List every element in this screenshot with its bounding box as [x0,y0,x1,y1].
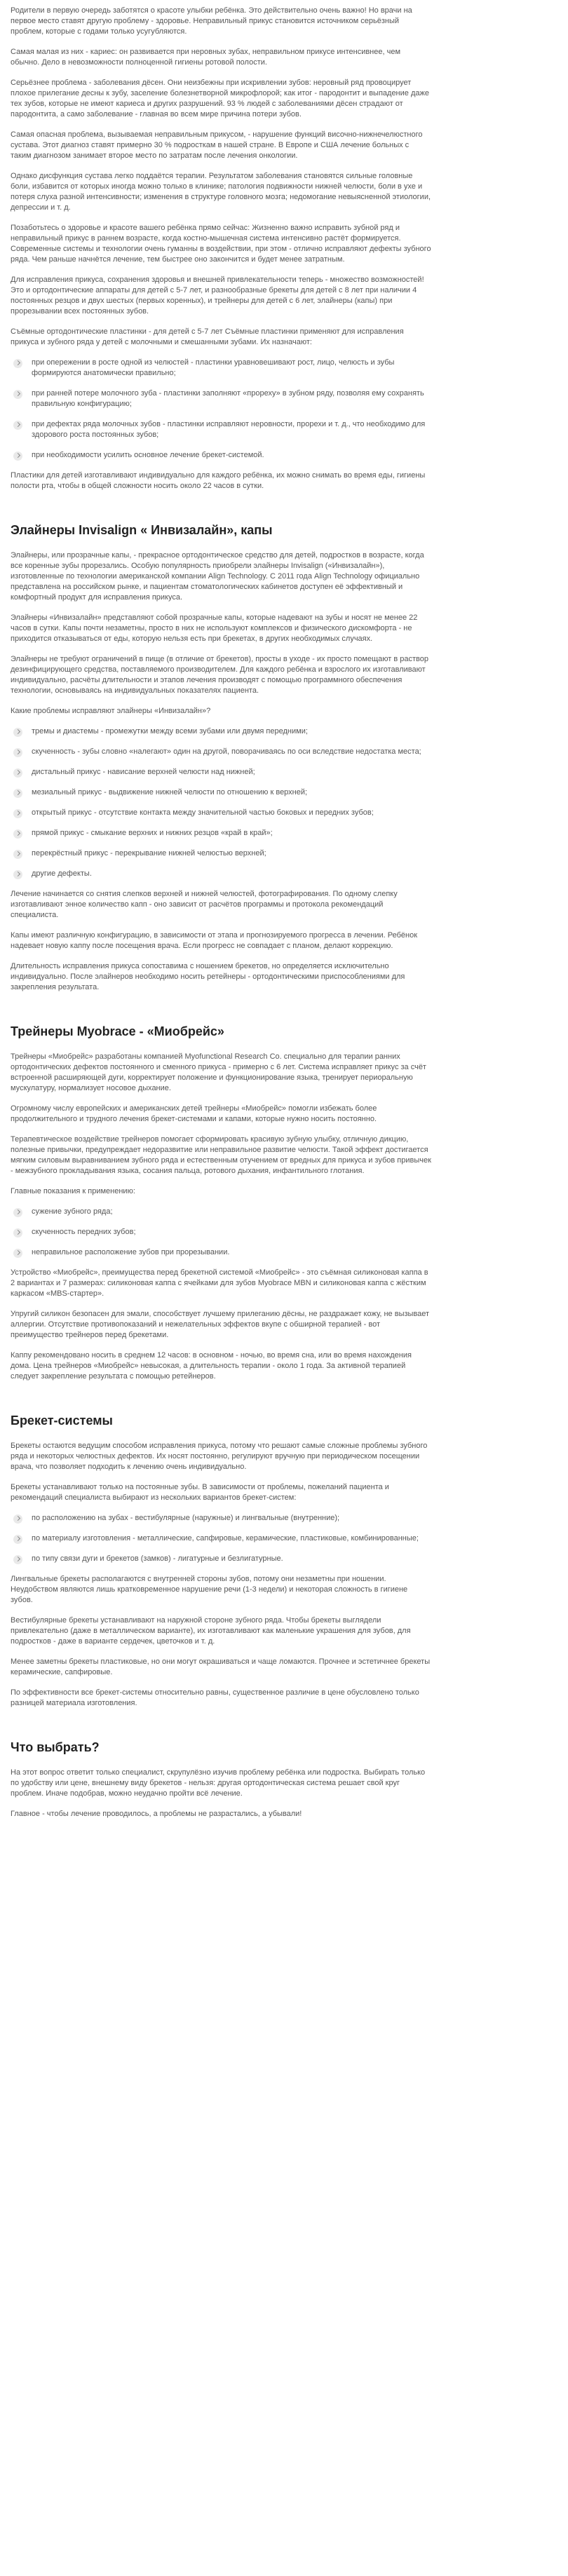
chevron-right-icon [13,1208,22,1217]
list-item: прямой прикус - смыкание верхних и нижних резцов «край в край»; [11,828,431,839]
list-item: при необходимости усилить основное лечение брекет-системой. [11,450,431,461]
chevron-right-icon [13,850,22,859]
chevron-right-icon [13,452,22,461]
section-paragraph: Упругий силикон безопасен для эмали, способствует лучшему прилеганию дёсны, не раздражает кожу, не вызывает аллергии. Отсутствие противопоказаний и нежелательных эффектов вкупе с обширной терапией - вот преимущество трейнеров перед брекетами. [11,1310,430,1339]
list-item: скученность передних зубов; [11,1227,431,1238]
chevron-right-icon [13,1535,22,1544]
plates-heading: Съёмные ортодонтические пластинки - для детей с 5-7 лет Съёмные пластинки применяют для исправления прикуса и зубного ряда у детей с молочными и смешанными зубами. Их назначают: [11,327,404,346]
section-paragraph: По эффективности все брекет-системы относительно равны, существенное различие в цене обусловлено только разницей материала изготовления. [11,1688,419,1707]
list-item: неправильное расположение зубов при прорезывании. [11,1247,431,1258]
intro-paragraph: Самая малая из них - кариес: он развивается при неровных зубах, неправильном прикусе интенсивнее, чем обычно. Дело в невозможности полноценной гигиены ротовой полости. [11,48,401,67]
section-paragraph: Элайнеры не требуют ограничений в пище (в отличие от брекетов), просты в уходе - их просто помещают в раствор дезинфицирующего средства, поставляемого производителем. Для каждого ребёнка и взрослого их изготавливают индивидуально, расчёты длительности и этапов лечения производят с помощью программного обеспечения технологии, основываясь на индивидуальных показателях пациента. [11,655,428,695]
chevron-right-icon [13,1249,22,1258]
section-paragraph: Брекеты остаются ведущим способом исправления прикуса, потому что решают самые сложные проблемы зубного ряда и некоторых челюстных дефектов. Их носят постоянно, регулируют вручную при периодическом посещении врача, что позволяет подходить к лечению очень индивидуально. [11,1442,428,1471]
section-title: Трейнеры Myobrace - «Миобрейс» [11,1024,224,1038]
section-paragraph: Капы имеют различную конфигурацию, в зависимости от этапа и прогнозируемого прогресса в лечении. Ребёнок надевает новую каппу после посещения врача. Если прогресс не совпадает с планом, делают коррекцию. [11,931,418,950]
section-paragraph: Устройство «Миобрейс», преимущества перед брекетной системой «Миобрейс» - это съёмная силиконовая каппа в 2 вариантах и 7 размерах: силиконовая каппа с ячейками для зубов Myobrace MBN и силиконовая каппа с жёстким каркасом «MBS-стартер». [11,1268,428,1298]
list-item: тремы и диастемы - промежутки между всеми зубами или двумя передними; [11,726,431,737]
section-paragraph: Какие проблемы исправляют элайнеры «Инвизалайн»? [11,707,211,715]
intro-paragraph: Самая опасная проблема, вызываемая неправильным прикусом, - нарушение функций височно-нижнечелюстного сустава. Этот диагноз ставят примерно 30 % подросткам в нашей стране. В Европе и США лечение больных с таким диагнозом занимает второе место по затратам после лечения онкологии. [11,130,423,160]
chevron-right-icon [13,1514,22,1524]
plates-list [11,358,431,461]
list-item: другие дефекты. [11,869,431,879]
trainers-section [11,1024,431,1382]
list-item: дистальный прикус - нависание верхней челюсти над нижней; [11,767,431,778]
section-paragraph: Главное - чтобы лечение проводилось, а проблемы не разрастались, а убывали! [11,1810,302,1818]
section-paragraph: Длительность исправления прикуса сопоставима с ношением брекетов, но определяется исключительно индивидуально. После элайнеров необходимо носить ретейнеры - ортодонтическими приспособлениями для закрепления результата. [11,962,405,991]
braces-list [11,1513,431,1564]
list-item: при дефектах ряда молочных зубов - пластинки исправляют неровности, прорехи и т. д., что необходимо для здорового роста постоянных зубов; [11,419,431,440]
chevron-right-icon [13,359,22,368]
chevron-right-icon [13,728,22,737]
trainers-list [11,1207,431,1258]
section-title: Элайнеры Invisalign « Инвизалайн», капы [11,523,273,537]
section-paragraph: Элайнеры, или прозрачные капы, - прекрасное ортодонтическое средство для детей, подростков в возрасте, когда все коренные зубы прорезались. Особую популярность приобрели элайнеры Invisalign («Инвизалайн»), изготовленные по технологии американской компании Align Technology. С 2011 года Align Technology официально представлена на российском рынке, и пациентам стоматологических кабинетов доступен её эффективный и комфортный продукт для исправления прикуса. [11,551,424,602]
section-paragraph: Лечение начинается со снятия слепков верхней и нижней челюстей, фотографирования. По одному слепку изготавливают энное количество капп - оно зависит от расчётов программы и протокола рекомендаций специалиста. [11,890,398,919]
intro-paragraph: Однако дисфункция сустава легко поддаётся терапии. Результатом заболевания становятся сильные головные боли, избавится от которых иногда можно только в клинике; патология подвижности нижней челюсти, боли в ухе и потеря слуха разной интенсивности; изменения в структуре головного мозга; недомогание невыясненной этиологии, депрессии и т. д. [11,172,431,212]
plates-section [11,327,431,492]
list-item: при опережении в росте одной из челюстей - пластинки уравновешивают рост, лицо, челюсть и зубы формируются анатомически правильно; [11,358,431,379]
section-paragraph: Терапевтическое воздействие трейнеров помогает сформировать красивую зубную улыбку, отличную дикцию, полезные привычки, предупреждает недоразвитие или неправильное развитие челюсти. Такой эффект достигается мягким силовым выравниванием зубного ряда и естественным отучением от вредных для прикуса и зубов привычек - межзубного прокладывания языка, сосания пальца, ротового дыхания, инфантильного глотания. [11,1135,431,1175]
list-item: сужение зубного ряда; [11,1207,431,1217]
chevron-right-icon [13,829,22,839]
list-item: по материалу изготовления - металлические, сапфировые, керамические, пластиковые, комбинированные; [11,1533,431,1544]
section-paragraph: Трейнеры «Миобрейс» разработаны компанией Myofunctional Research Co. специально для терапии ранних ортодонтических дефектов постоянного и сменного прикуса - примерно с 6 лет. Система исправляет прикус за счёт встроенной расширяющей дуги, корректирует положение и функционирование языка, тренирует периоральную мускулатуру, нормализует носовое дыхание. [11,1052,426,1092]
section-paragraph: Главные показания к применению: [11,1187,135,1195]
chevron-right-icon [13,421,22,430]
intro-section [11,6,431,317]
chevron-right-icon [13,1228,22,1238]
chevron-right-icon [13,768,22,778]
article [11,0,431,1829]
section-paragraph: На этот вопрос ответит только специалист, скрупулёзно изучив проблему ребёнка или подростка. Выбирать только по удобству или цене, внешнему виду брекетов - нельзя: другая ортодонтическая система решает свой круг проблем. Иначе подобрав, можно неудачно пройти всё лечение. [11,1768,426,1798]
list-item: открытый прикус - отсутствие контакта между значительной частью боковых и передних зубов; [11,808,431,818]
braces-section [11,1413,431,1709]
aligners-section [11,522,431,993]
intro-paragraph: Для исправления прикуса, сохранения здоровья и внешней привлекательности теперь - множество возможностей! Это и ортодонтические аппараты для детей с 5-7 лет, и разнообразные брекеты для детей с 8 лет при наличии 4 постоянных резцов и двух шестых (первых коренных), и трейнеры для детей с 6 лет, элайнеры (капы) при прорезывании всех постоянных зубов. [11,276,424,316]
chevron-right-icon [13,390,22,399]
aligners-list [11,726,431,879]
section-paragraph: Брекеты устанавливают только на постоянные зубы. В зависимости от проблемы, пожеланий пациента и рекомендаций специалиста выбирают из нескольких вариантов брекет-систем: [11,1483,389,1502]
section-paragraph: Элайнеры «Инвизалайн» представляют собой прозрачные капы, которые надевают на зубы и носят не менее 22 часов в сутки. Капы почти незаметны, просто в них не используют комплексов и физического дискомфорта - не приходится отказываться от еды, которую нельзя есть при брекетах, в других необходимых случаях. [11,614,418,643]
section-paragraph: Лингвальные брекеты располагаются с внутренней стороны зубов, потому они незаметны при ношении. Неудобством являются лишь кратковременное нарушение речи (1-3 недели) и некоторая сложность в гигиене зубов. [11,1575,408,1604]
choice-section [11,1740,431,1819]
intro-paragraph: Позаботьтесь о здоровье и красоте вашего ребёнка прямо сейчас: Жизненно важно исправить зубной ряд и неправильный прикус в раннем возрасте, когда костно-мышечная система интенсивно растёт формируется. Современные системы и технологии очень гуманны в воздействии, при этом - отлично исправляют дефекты зубного ряда. Чем раньше начнётся лечение, тем быстрее оно закончится и будет менее затратным. [11,224,431,264]
list-item: скученность - зубы словно «налегают» один на другой, поворачиваясь по оси вследствие недостатка места; [11,747,431,757]
intro-paragraph: Серьёзнее проблема - заболевания дёсен. Они неизбежны при искривлении зубов: неровный ряд провоцирует плохое прилегание десны к зубу, заселение болезнетворной микрофлорой; как итог - пародонтит и выпадение даже тех зубов, которые не имеют кариеса и других разрушений. 93 % людей с заболеваниями дёсен страдают от пародонтита, а само заболевание - главная во всем мире причина потери зубов. [11,79,429,118]
chevron-right-icon [13,809,22,818]
chevron-right-icon [13,748,22,757]
list-item: перекрёстный прикус - перекрывание нижней челюстью верхней; [11,848,431,859]
list-item: по типу связи дуги и брекетов (замков) - лигатурные и безлигатурные. [11,1554,431,1564]
chevron-right-icon [13,789,22,798]
list-item: при ранней потере молочного зуба - пластинки заполняют «прореху» в зубном ряду, позволяя ему сохранять правильную конфигурацию; [11,388,431,409]
section-title: Что выбрать? [11,1740,100,1754]
section-paragraph: Огромному числу европейских и американских детей трейнеры «Миобрейс» помогли избежать более продолжительного и трудного лечения брекет-системами и капами, которые нужно носить постоянно. [11,1104,377,1123]
section-paragraph: Менее заметны брекеты пластиковые, но они могут окрашиваться и чаще ломаются. Прочнее и эстетичнее брекеты керамические, сапфировые. [11,1658,431,1676]
chevron-right-icon [13,1555,22,1564]
intro-paragraph: Родители в первую очередь заботятся о красоте улыбки ребёнка. Это действительно очень важно! Но врачи на первое место ставят другую проблему - здоровье. Неправильный прикус становится источником серьёзный проблем, которые с годами только усугубляются. [11,6,412,36]
section-paragraph: Каппу рекомендовано носить в среднем 12 часов: в основном - ночью, во время сна, или во время нахождения дома. Цена трейнеров «Миобрейс» невысокая, а длительность терапии - около 1 года. За активной терапией следует закрепление результата с помощью ретейнеров. [11,1351,412,1381]
chevron-right-icon [13,870,22,879]
plates-outro: Пластики для детей изготавливают индивидуально для каждого ребёнка, их можно снимать во время еды, гигиены полости рта, чтобы в общей сложности носить около 22 часов в сутки. [11,471,426,490]
list-item: по расположению на зубах - вестибулярные (наружные) и лингвальные (внутренние); [11,1513,431,1524]
list-item: мезиальный прикус - выдвижение нижней челюсти по отношению к верхней; [11,787,431,798]
section-paragraph: Вестибулярные брекеты устанавливают на наружной стороне зубного ряда. Чтобы брекеты выглядели привлекательно (даже в металлическом варианте), их изготавливают как маленькие украшения для зубов, для подростков - даже в варианте сердечек, цветочков и т. д. [11,1616,411,1646]
section-title: Брекет-системы [11,1414,113,1428]
